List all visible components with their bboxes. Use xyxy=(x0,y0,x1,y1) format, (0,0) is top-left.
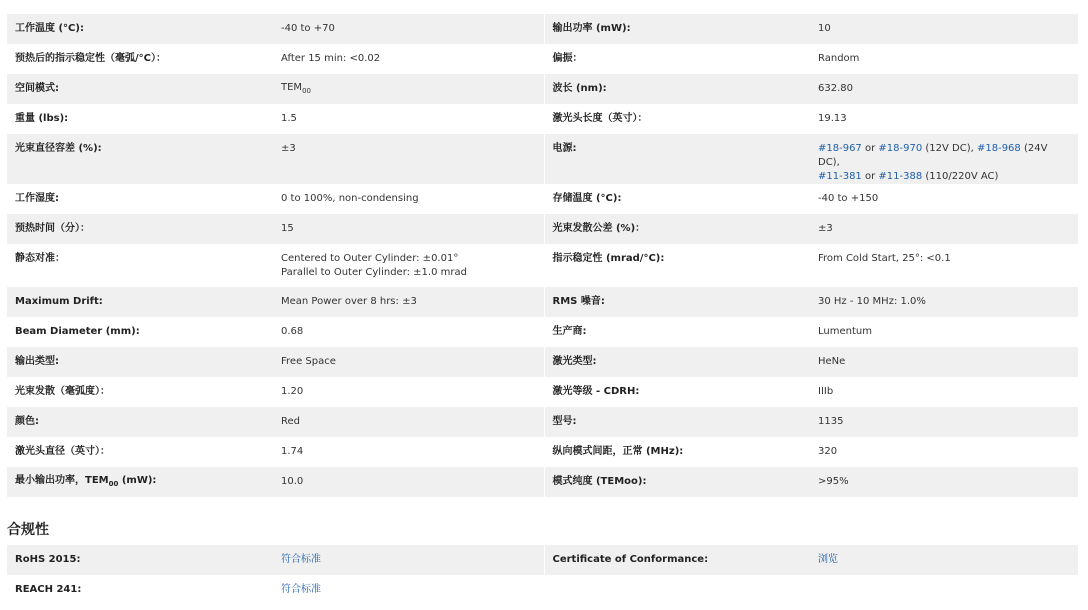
spec-value: 10.0 xyxy=(273,467,544,497)
spec-value: 1.5 xyxy=(281,113,297,124)
spec-value xyxy=(273,244,544,287)
spec-label xyxy=(7,467,273,497)
power-supply-link[interactable]: #18-968 xyxy=(976,143,1021,154)
spec-label: 空间模式: xyxy=(7,74,273,104)
spec-label: 光束发散（毫弧度）： xyxy=(15,386,110,397)
table-row xyxy=(7,214,1078,244)
table-row xyxy=(7,44,1078,74)
spec-label: 颜色: xyxy=(7,407,273,437)
power-supply-link[interactable]: #18-970 xyxy=(878,143,923,154)
compliance-label xyxy=(544,575,810,605)
spec-label: 激光类型: xyxy=(544,347,810,377)
spec-value: IIIb xyxy=(818,386,834,397)
spec-value: ±3 xyxy=(810,214,1078,244)
spec-label: 指示稳定性 (mrad/°C): xyxy=(544,244,810,287)
spec-label: Maximum Drift: xyxy=(7,287,273,317)
spec-value: From Cold Start, 25°: <0.1 xyxy=(818,253,951,264)
spec-label: 存储温度 (°C): xyxy=(544,184,810,214)
compliance-table xyxy=(7,545,1078,605)
power-supply-link[interactable]: #18-967 xyxy=(818,143,862,154)
compliance-label: RoHS 2015: xyxy=(7,545,273,575)
table-row xyxy=(7,317,1078,347)
spec-label: RMS 噪音: xyxy=(544,287,810,317)
spec-label: 波长 (nm): xyxy=(544,74,810,104)
or-text: or xyxy=(861,171,879,182)
spec-label: 光束发散公差 (%)： xyxy=(544,214,810,244)
spec-value: 1.74 xyxy=(281,446,304,457)
spec-label: 预热时间（分）： xyxy=(7,214,273,244)
table-row xyxy=(7,545,1078,575)
spec-value: >95% xyxy=(810,467,1078,497)
table-row xyxy=(7,104,1078,134)
compliance-label: REACH 241: xyxy=(15,584,82,595)
spec-value: 632.80 xyxy=(810,74,1078,104)
spec-value: 1.20 xyxy=(281,386,304,397)
power-supply-link[interactable]: #11-388 xyxy=(878,171,923,182)
voltage-text: (110/220V AC) xyxy=(922,171,999,182)
spec-value: 320 xyxy=(818,446,838,457)
specifications-table xyxy=(7,14,1078,497)
label-text: (mW): xyxy=(118,474,157,486)
spec-label: 输出功率 (mW): xyxy=(544,14,810,44)
compliance-value xyxy=(810,545,1078,575)
spec-value: 30 Hz - 10 MHz: 1.0% xyxy=(810,287,1078,317)
tem-text: TEM xyxy=(281,81,303,93)
table-row xyxy=(7,437,1078,467)
or-text: or xyxy=(861,143,879,154)
compliance-value xyxy=(273,575,544,605)
certificate-view-link[interactable]: 浏览 xyxy=(818,554,838,565)
spec-value: 19.13 xyxy=(818,113,847,124)
table-row xyxy=(7,244,1078,287)
spec-label: 纵向模式间距，正常 (MHz): xyxy=(544,437,810,467)
table-row xyxy=(7,74,1078,104)
spec-label: 模式纯度 (TEMoo): xyxy=(544,467,810,497)
spec-value: Mean Power over 8 hrs: ±3 xyxy=(273,287,544,317)
spec-value: Lumentum xyxy=(818,326,872,337)
tem-subscript: 00 xyxy=(108,479,119,488)
spec-label: 激光头长度（英寸）： xyxy=(544,104,810,134)
table-row xyxy=(7,575,1078,605)
spec-label: 电源: xyxy=(544,134,810,184)
spec-label: 偏振： xyxy=(544,44,810,74)
table-row xyxy=(7,467,1078,497)
table-row xyxy=(7,347,1078,377)
table-row xyxy=(7,377,1078,407)
table-row xyxy=(7,184,1078,214)
spec-label: 工作湿度: xyxy=(15,193,59,204)
voltage-text: (24V DC), xyxy=(818,143,1048,168)
spec-label: 工作温度 (°C): xyxy=(7,14,273,44)
compliance-value xyxy=(810,575,1078,605)
label-text: 最小输出功率，TEM xyxy=(15,474,109,486)
spec-label: 重量 (lbs): xyxy=(15,113,69,124)
alignment-line: Centered to Outer Cylinder: ±0.01° xyxy=(281,253,459,264)
spec-value: 1135 xyxy=(810,407,1078,437)
spec-label: 生产商: xyxy=(544,317,810,347)
spec-value: 0.68 xyxy=(281,326,304,337)
spec-label: 输出类型: xyxy=(7,347,273,377)
spec-value: ±3 xyxy=(273,134,544,184)
spec-value: HeNe xyxy=(810,347,1078,377)
compliance-value xyxy=(273,545,544,575)
spec-value xyxy=(273,74,544,104)
spec-label: 激光头直径（英寸）： xyxy=(15,446,110,457)
voltage-text: (12V DC), xyxy=(922,143,977,154)
table-row xyxy=(7,14,1078,44)
reach-compliance-link[interactable]: 符合标准 xyxy=(281,584,321,595)
spec-label: 型号: xyxy=(544,407,810,437)
spec-value: Red xyxy=(273,407,544,437)
spec-value: -40 to +70 xyxy=(273,14,544,44)
alignment-line: Parallel to Outer Cylinder: ±1.0 mrad xyxy=(281,267,467,278)
spec-label: 光束直径容差 (%): xyxy=(7,134,273,184)
spec-label: 预热后的指示稳定性（毫弧/°C）： xyxy=(15,53,166,64)
spec-value: 15 xyxy=(273,214,544,244)
spec-value: After 15 min: <0.02 xyxy=(281,53,381,64)
spec-label: 激光等级 - CDRH: xyxy=(544,377,810,407)
spec-value: Random xyxy=(818,53,860,64)
power-supply-link[interactable]: #11-381 xyxy=(818,171,862,182)
spec-label: 静态对准： xyxy=(15,253,65,264)
spec-value: 10 xyxy=(810,14,1078,44)
table-row xyxy=(7,134,1078,184)
spec-label: Beam Diameter (mm): xyxy=(15,326,140,337)
spec-value: Free Space xyxy=(273,347,544,377)
compliance-heading: 合规性 xyxy=(7,522,49,538)
rohs-compliance-link[interactable]: 符合标准 xyxy=(281,554,321,565)
table-row xyxy=(7,287,1078,317)
compliance-label: Certificate of Conformance: xyxy=(544,545,810,575)
spec-value: -40 to +150 xyxy=(818,193,879,204)
power-supply-value xyxy=(810,134,1078,184)
spec-section xyxy=(7,0,1085,605)
table-row xyxy=(7,407,1078,437)
tem-subscript: 00 xyxy=(302,86,311,95)
spec-value: 0 to 100%, non-condensing xyxy=(281,193,419,204)
